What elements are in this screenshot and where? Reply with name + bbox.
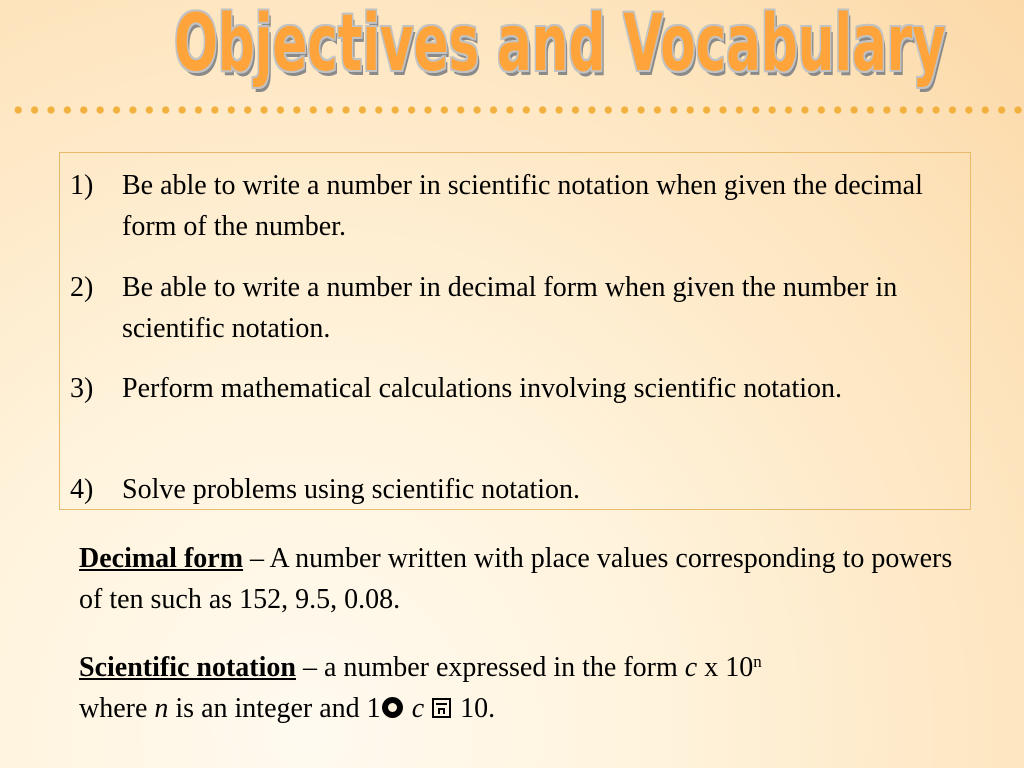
dotted-divider	[10, 103, 1024, 117]
vocab-definition-part: – a number expressed in the form	[296, 652, 685, 683]
vocab-term: Scientific notation	[79, 652, 296, 683]
objective-text: Be able to write a number in scientific notation when given the decimal form of the number.	[122, 170, 923, 242]
slide-title: Objectives and Vocabulary	[174, 0, 946, 89]
vocab-definition-part: x 10	[697, 652, 754, 683]
objective-number: 1)	[70, 170, 94, 201]
objectives-box	[59, 152, 971, 510]
vocab-term: Decimal form	[79, 543, 244, 574]
objective-text: Solve problems using scientific notation.	[122, 474, 581, 505]
less-than-or-equal-glyph-icon	[382, 697, 403, 718]
variable-c: c	[684, 652, 698, 683]
objective-text: Be able to write a number in decimal form when given the number in scientific notation.	[122, 272, 898, 344]
vocab-definition-part: where	[79, 693, 155, 724]
variable-c: c	[411, 693, 425, 724]
vocab-definition: – A number written with place values corresponding to powers of ten such as 152, 9.5, 0.08.	[79, 543, 953, 615]
vocab-definition-part: is an integer and 1	[168, 693, 381, 724]
vocab-scientific-notation	[79, 641, 979, 729]
objective-number: 2)	[70, 272, 94, 303]
objective-number: 4)	[70, 474, 94, 505]
objective-number: 3)	[70, 373, 94, 404]
vocab-decimal-form	[79, 538, 979, 620]
less-than-glyph-icon	[432, 698, 451, 718]
exponent-n: n	[753, 652, 762, 671]
objective-text: Perform mathematical calculations involving scientific notation.	[122, 373, 843, 404]
vocab-definition-part: 10.	[453, 693, 496, 724]
variable-n: n	[154, 693, 169, 724]
